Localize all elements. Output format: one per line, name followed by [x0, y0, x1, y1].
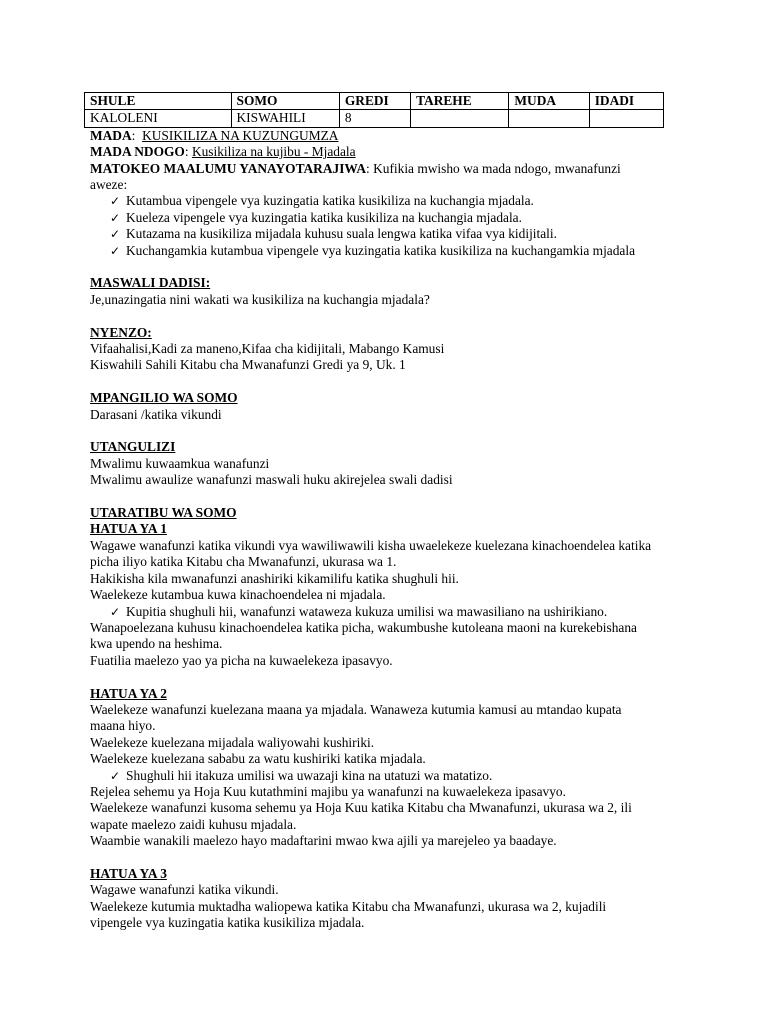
hatua-2-line: Waambie wanakili maelezo hayo madaftarini mwao kwa ajili ya marejeleo ya baadaye.	[90, 833, 557, 849]
outcome-text: Kueleza vipengele vya kuzingatia katika kusikiliza na kuchangia mjadala.	[126, 209, 522, 225]
spacer	[90, 669, 680, 685]
list-item	[110, 604, 680, 620]
checkmark-icon: ✓	[110, 227, 121, 242]
header-tarehe: TAREHE	[411, 93, 509, 110]
outcome-text: Kutazama na kusikiliza mijadala kuhusu suala lengwa katika vifaa vya kidijitali.	[126, 226, 557, 242]
spacer	[90, 423, 680, 439]
matokeo-text: : Kufikia mwisho wa mada ndogo, mwanafunzi	[366, 160, 621, 176]
hatua-3-heading: HATUA YA 3	[90, 865, 167, 881]
checkmark-icon: ✓	[110, 210, 121, 225]
outcomes-list	[90, 193, 680, 259]
mada-ndogo-value: Kusikiliza na kujibu - Mjadala	[191, 144, 356, 160]
list-item	[110, 193, 680, 209]
utangulizi-line-2: Mwalimu awaulize wanafunzi maswali huku akirejelea swali dadisi	[90, 472, 453, 488]
nyenzo-line-2: Kiswahili Sahili Kitabu cha Mwanafunzi Gredi ya 9, Uk. 1	[90, 357, 406, 373]
value-muda	[509, 110, 589, 127]
mada-line	[90, 128, 680, 144]
utangulizi-line-1: Mwalimu kuwaamkua wanafunzi	[90, 455, 270, 471]
mada-label: MADA	[90, 127, 132, 143]
outcome-text: Kutambua vipengele vya kuzingatia katika kusikiliza na kuchangia mjadala.	[126, 193, 534, 209]
hatua-1-line: picha iliyo katika Kitabu cha Mwanafunzi, ukurasa wa 1.	[90, 554, 397, 570]
hatua-1-competency-list	[90, 604, 680, 620]
hatua-2-competency-list	[90, 768, 680, 784]
value-idadi	[589, 110, 663, 127]
mpangilio-heading: MPANGILIO WA SOMO	[90, 390, 238, 406]
outcome-text: Kuchangamkia kutambua vipengele vya kuzingatia katika kusikiliza na kuchangamkia mjadala	[126, 242, 636, 258]
hatua-1-line: kwa upendo na heshima.	[90, 636, 223, 652]
value-shule: KALOLENI	[85, 110, 232, 127]
utangulizi-heading: UTANGULIZI	[90, 439, 176, 455]
hatua-2-line: Waelekeze kuelezana sababu za watu kushiriki katika mjadala.	[90, 751, 426, 767]
hatua-2-line: Waelekeze wanafunzi kuelezana maana ya mjadala. Wanaweza kutumia kamusi au mtandao kupata	[90, 701, 622, 717]
mpangilio-text: Darasani /katika vikundi	[90, 406, 222, 422]
hatua-1-line: Fuatilia maelezo yao ya picha na kuwaelekeza ipasavyo.	[90, 652, 393, 668]
mada-ndogo-colon: :	[184, 144, 192, 160]
checkmark-icon: ✓	[110, 243, 121, 258]
hatua-3-line: Wagawe wanafunzi katika vikundi.	[90, 882, 279, 898]
spacer	[90, 374, 680, 390]
header-gredi: GREDI	[339, 93, 410, 110]
hatua-1-heading: HATUA YA 1	[90, 521, 167, 537]
hatua-2-line: wapate maelezo zaidi kuhusu mjadala.	[90, 816, 297, 832]
mada-ndogo-line	[90, 144, 680, 160]
hatua-2-line: Waelekeze wanafunzi kusoma sehemu ya Hoja Kuu katika Kitabu cha Mwanafunzi, ukurasa wa 2, ili	[90, 800, 632, 816]
checkmark-icon: ✓	[110, 604, 121, 619]
value-tarehe	[411, 110, 509, 127]
table-header-row	[85, 93, 664, 110]
competency-text: Shughuli hii itakuza umilisi wa uwazaji kina na utatuzi wa matatizo.	[126, 767, 493, 783]
utaratibu-heading: UTARATIBU WA SOMO	[90, 505, 237, 521]
hatua-1-line: Waelekeze kutambua kuwa kinachoendelea ni mjadala.	[90, 587, 386, 603]
hatua-2-line: maana hiyo.	[90, 718, 156, 734]
spacer	[90, 489, 680, 505]
matokeo-label: MATOKEO MAALUMU YANAYOTARAJIWA	[90, 160, 367, 176]
header-shule: SHULE	[85, 93, 232, 110]
list-item	[110, 226, 680, 242]
table-value-row	[85, 110, 664, 127]
value-somo: KISWAHILI	[231, 110, 339, 127]
hatua-2-line: Waelekeze kuelezana mijadala waliyowahi kushiriki.	[90, 734, 375, 750]
hatua-1-line: Hakikisha kila mwanafunzi anashiriki kikamilifu katika shughuli hii.	[90, 570, 459, 586]
list-item	[110, 243, 680, 259]
list-item	[110, 210, 680, 226]
hatua-3-line: Waelekeze kutumia muktadha waliopewa katika Kitabu cha Mwanafunzi, ukurasa wa 2, kujadili	[90, 898, 607, 914]
spacer	[90, 850, 680, 866]
spacer	[90, 259, 680, 275]
maswali-text: Je,unazingatia nini wakati wa kusikiliza na kuchangia mjadala?	[90, 291, 430, 307]
lesson-info-table	[84, 92, 664, 128]
mada-value: KUSIKILIZA NA KUZUNGUMZA	[142, 127, 339, 143]
checkmark-icon: ✓	[110, 194, 121, 209]
list-item	[110, 768, 680, 784]
maswali-heading: MASWALI DADISI:	[90, 275, 211, 291]
mada-colon: :	[131, 127, 143, 143]
value-gredi: 8	[339, 110, 410, 127]
hatua-3-line: vipengele vya kuzingatia katika kusikiliza mjadala.	[90, 915, 365, 931]
mada-ndogo-label: MADA NDOGO	[90, 144, 185, 160]
hatua-2-heading: HATUA YA 2	[90, 685, 167, 701]
matokeo-line	[90, 161, 680, 177]
hatua-1-line: Wagawe wanafunzi katika vikundi vya wawiliwawili kisha uwaelekeze kuelezana kinachoendelea katika	[90, 537, 652, 553]
hatua-1-line: Wanapoelezana kuhusu kinachoendelea katika picha, wakumbushe kutoleana maoni na kurekebishana	[90, 619, 637, 635]
hatua-2-line: Rejelea sehemu ya Hoja Kuu kutathmini majibu ya wanafunzi na kuwaelekeza ipasavyo.	[90, 783, 566, 799]
header-muda: MUDA	[509, 93, 589, 110]
matokeo-text-continued: aweze:	[90, 177, 128, 193]
nyenzo-heading: NYENZO:	[90, 324, 152, 340]
checkmark-icon: ✓	[110, 768, 121, 783]
header-idadi: IDADI	[589, 93, 663, 110]
header-somo: SOMO	[231, 93, 339, 110]
spacer	[90, 308, 680, 324]
competency-text: Kupitia shughuli hii, wanafunzi wataweza kukuza umilisi wa mawasiliano na ushirikiano.	[126, 603, 608, 619]
document-body	[90, 92, 680, 932]
nyenzo-line-1: Vifaahalisi,Kadi za maneno,Kifaa cha kidijitali, Mabango Kamusi	[90, 341, 445, 357]
